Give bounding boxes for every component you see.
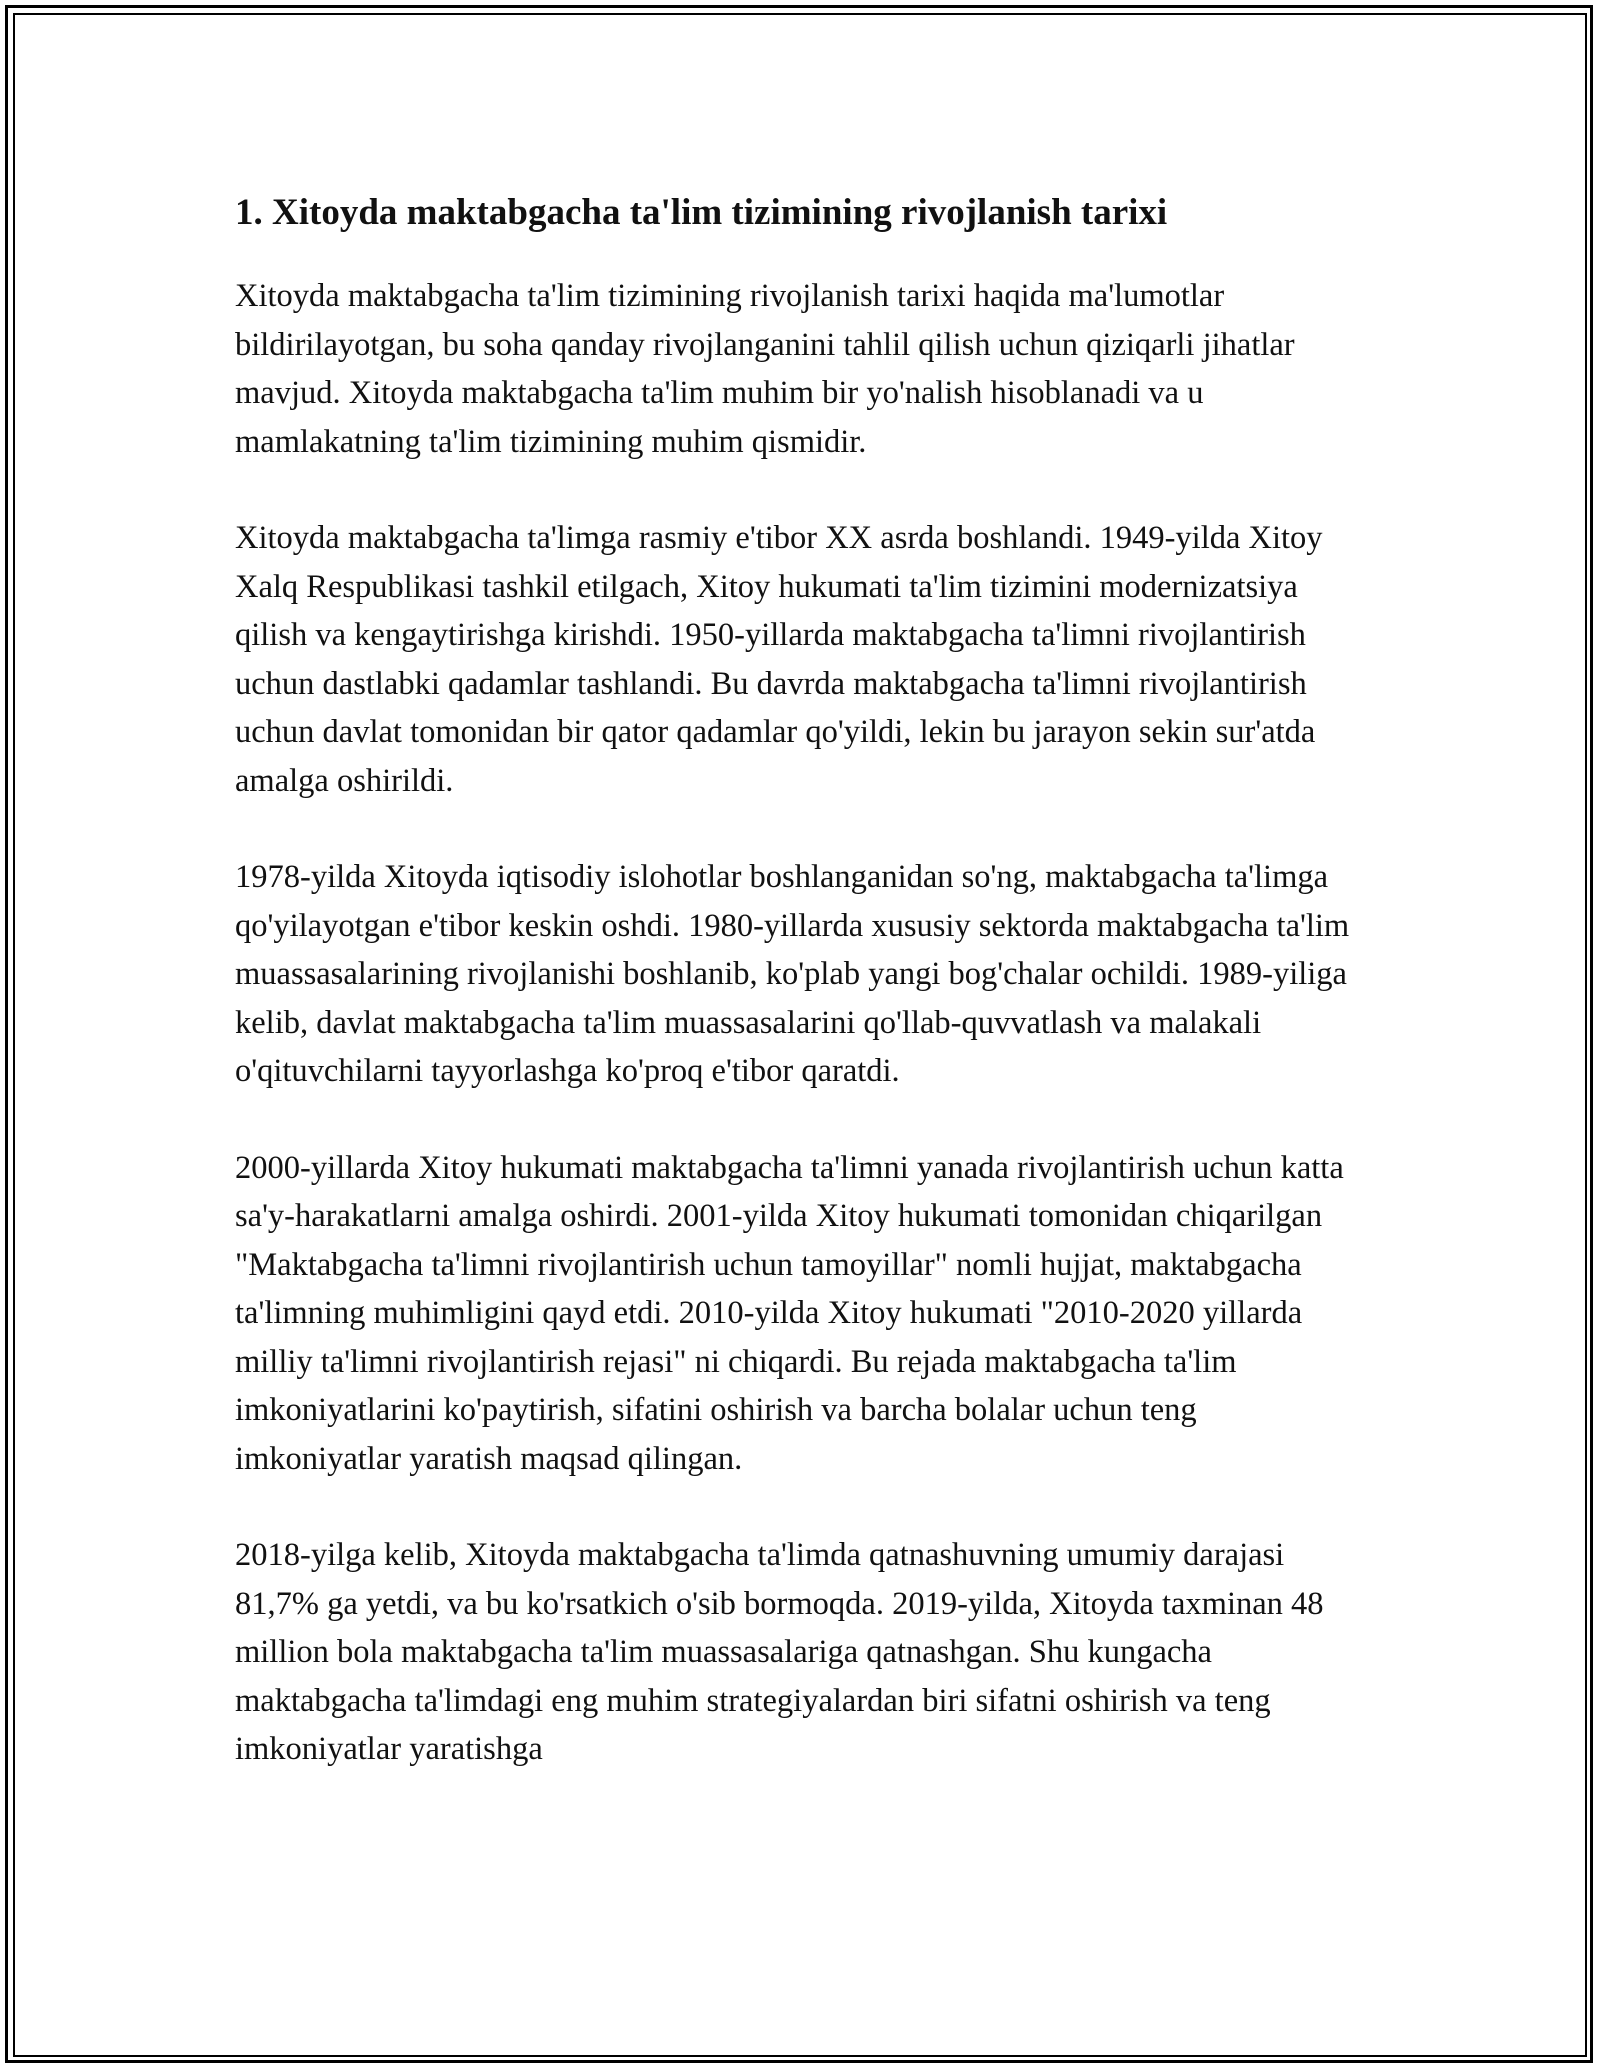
section-heading: 1. Xitoyda maktabgacha ta'lim tizimining rivojlanish tarixi — [235, 192, 1168, 233]
paragraph-intro: Xitoyda maktabgacha ta'lim tizimining rivojlanish tarixi haqida ma'lumotlar bildirilayotgan, bu soha qanday rivojlanganini tahlil qilish uchun qiziqarli jihatlar mavjud. Xitoyda maktabgacha ta'lim muhim bir yo'nalish hisoblanadi va u mamlakatning ta'lim tizimining muhim qismidir. — [235, 278, 1295, 460]
paragraph-recent: 2018-yilga kelib, Xitoyda maktabgacha ta'limda qatnashuvning umumiy darajasi 81,7% ga yetdi, va bu ko'rsatkich o'sib bormoqda. 2019-yilda, Xitoyda taxminan 48 million bola maktabgacha ta'lim muassasalariga qatnashgan. Shu kungacha maktabgacha ta'limdagi eng muhim strategiyalardan biri sifatni oshirish va teng imkoniyatlar yaratishga — [235, 1537, 1324, 1767]
paragraph-reforms: 1978-yilda Xitoyda iqtisodiy islohotlar boshlanganidan so'ng, maktabgacha ta'limga qo'yilayotgan e'tibor keskin oshdi. 1980-yillarda xususiy sektorda maktabgacha ta'lim muassasalarining rivojlanishi boshlanib, ko'plab yangi bog'chalar ochildi. 1989-yiliga kelib, davlat maktabgacha ta'lim muassasalarini qo'llab-quvvatlash va malakali o'qituvchilarni tayyorlashga ko'proq e'tibor qaratdi. — [235, 859, 1350, 1089]
document-body — [235, 186, 1365, 1822]
paragraph-early-history: Xitoyda maktabgacha ta'limga rasmiy e'tibor XX asrda boshlandi. 1949-yilda Xitoy Xalq Respublikasi tashkil etilgach, Xitoy hukumati ta'lim tizimini modernizatsiya qilish va kengaytirishga kirishdi. 1950-yillarda maktabgacha ta'limni rivojlantirish uchun dastlabki qadamlar tashlandi. Bu davrda maktabgacha ta'limni rivojlantirish uchun davlat tomonidan bir qator qadamlar qo'yildi, lekin bu jarayon sekin sur'atda amalga oshirildi. — [235, 520, 1323, 799]
paragraph-2000s: 2000-yillarda Xitoy hukumati maktabgacha ta'limni yanada rivojlantirish uchun katta sa'y-harakatlarni amalga oshirdi. 2001-yilda Xitoy hukumati tomonidan chiqarilgan "Maktabgacha ta'limni rivojlantirish uchun tamoyillar" nomli hujjat, maktabgacha ta'limning muhimligini qayd etdi. 2010-yilda Xitoy hukumati "2010-2020 yillarda milliy ta'limni rivojlantirish rejasi" ni chiqardi. Bu rejada maktabgacha ta'lim imkoniyatlarini ko'paytirish, sifatini oshirish va barcha bolalar uchun teng imkoniyatlar yaratish maqsad qilingan. — [235, 1149, 1344, 1477]
